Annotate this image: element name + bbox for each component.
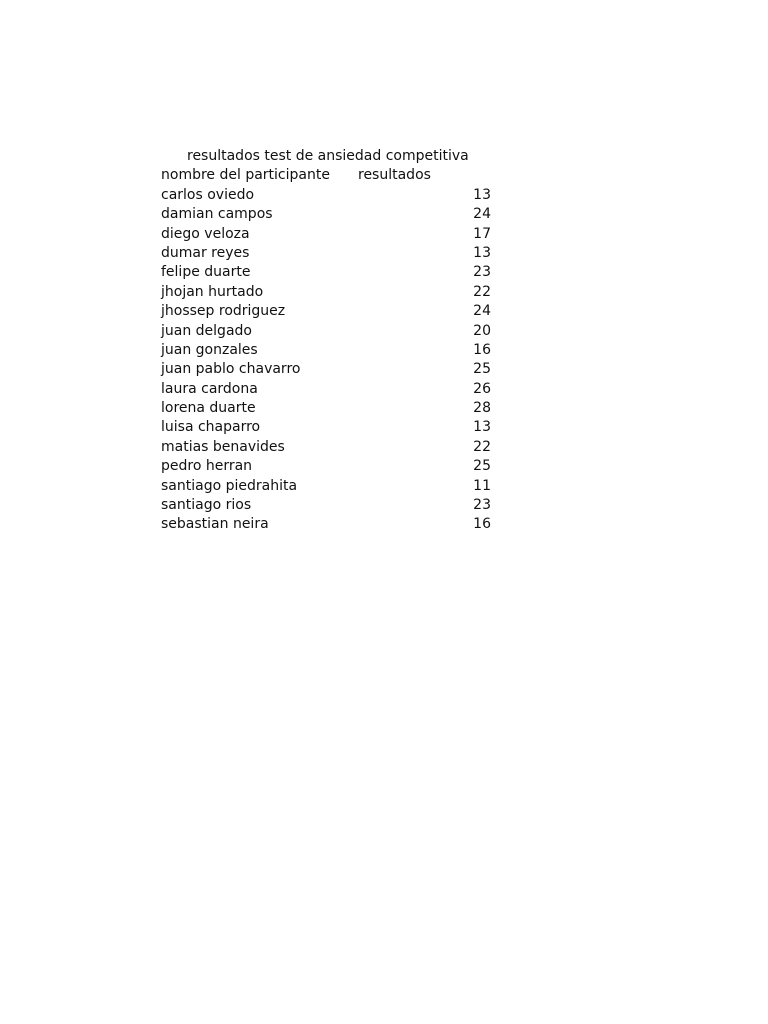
table-header: [161, 166, 501, 185]
table-row: [161, 186, 501, 205]
table-row: [161, 496, 501, 515]
header-name: nombre del participante: [161, 167, 330, 184]
participant-name: juan pablo chavarro: [161, 361, 301, 378]
participant-name: lorena duarte: [161, 400, 256, 417]
participant-score: 13: [473, 186, 491, 203]
participant-name: sebastian neira: [161, 516, 269, 533]
table-row: [161, 283, 501, 302]
participant-name: santiago piedrahita: [161, 477, 298, 494]
participant-score: 24: [473, 206, 491, 223]
participant-name: felipe duarte: [161, 264, 251, 281]
table-row: [161, 515, 501, 534]
participant-score: 24: [473, 303, 491, 320]
participant-name: santiago rios: [161, 497, 252, 514]
participant-score: 25: [473, 361, 491, 378]
participant-score: 23: [473, 497, 491, 514]
table-row: [161, 302, 501, 321]
participant-name: jhojan hurtado: [161, 283, 264, 300]
participant-name: juan delgado: [161, 322, 252, 339]
participant-name: damian campos: [161, 206, 273, 223]
participant-score: 16: [473, 516, 491, 533]
table-row: [161, 322, 501, 341]
table-row: [161, 244, 501, 263]
table-row: [161, 457, 501, 476]
participant-score: 13: [473, 244, 491, 261]
sheet-title: resultados test de ansiedad competitiva: [187, 148, 469, 164]
participant-name: pedro herran: [161, 458, 253, 475]
table-row: [161, 438, 501, 457]
results-sheet: [161, 147, 501, 535]
participant-name: diego veloza: [161, 225, 250, 242]
header-result: resultados: [358, 167, 431, 184]
participant-score: 22: [473, 283, 491, 300]
participant-score: 25: [473, 458, 491, 475]
participant-score: 26: [473, 380, 491, 397]
participant-score: 17: [473, 225, 491, 242]
participant-score: 20: [473, 322, 491, 339]
table-body: [161, 186, 501, 535]
table-row: [161, 418, 501, 437]
participant-score: 22: [473, 438, 491, 455]
participant-name: laura cardona: [161, 380, 258, 397]
participant-name: jhossep rodriguez: [161, 303, 286, 320]
table-row: [161, 477, 501, 496]
participant-score: 23: [473, 264, 491, 281]
table-row: [161, 341, 501, 360]
table-row: [161, 399, 501, 418]
table-row: [161, 380, 501, 399]
participant-score: 11: [473, 477, 491, 494]
table-row: [161, 205, 501, 224]
table-row: [161, 360, 501, 379]
table-row: [161, 263, 501, 282]
participant-name: juan gonzales: [161, 341, 258, 358]
participant-name: dumar reyes: [161, 244, 250, 261]
participant-name: luisa chaparro: [161, 419, 261, 436]
participant-score: 13: [473, 419, 491, 436]
participant-score: 28: [473, 400, 491, 417]
participant-score: 16: [473, 341, 491, 358]
participant-name: matias benavides: [161, 438, 285, 455]
participant-name: carlos oviedo: [161, 186, 255, 203]
table-row: [161, 225, 501, 244]
